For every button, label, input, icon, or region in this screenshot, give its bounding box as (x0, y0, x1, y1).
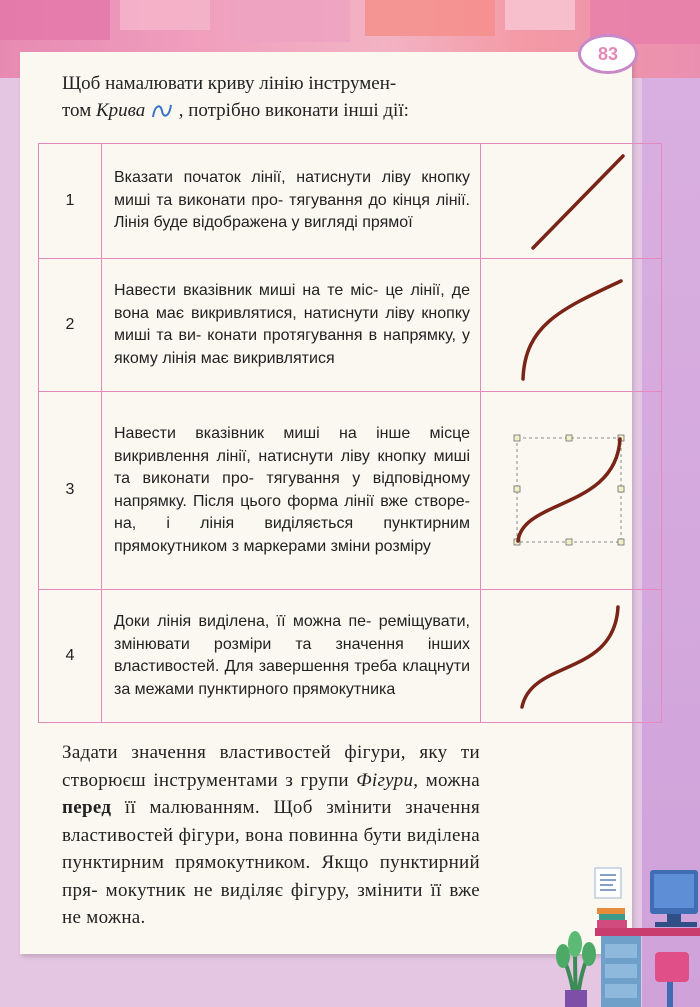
outro-text-2: , можна (413, 769, 480, 791)
step-illustration (481, 392, 662, 590)
step-description: Доки лінія виділена, її можна пе- реміщувати, змінювати розміри та значення інших властивостей. Для завершення треба клацнути за межами пунктирного прямокутника (102, 590, 481, 723)
resize-markers (514, 435, 624, 545)
bent-line-drawing (501, 265, 641, 385)
outro-text-1: Задати значення властивостей фігури, яку ти створюєш інструментами з групи (62, 742, 480, 791)
tool-name: Крива (95, 100, 146, 121)
steps-table (38, 143, 662, 723)
outro-paragraph (62, 739, 480, 932)
step-description: Навести вказівник миші на інше місце викривлення лінії, натиснути ліву кнопку миші та виконати про- тягування у відповідному напрямку. Після цього форма лінії вже створе- на, і лінія виділяється пунктирним прямокутником з маркерами зміни розміру (102, 392, 481, 590)
straight-line-drawing (501, 148, 641, 254)
page-number-badge (578, 34, 638, 74)
outro-emphasis: перед (62, 797, 112, 818)
final-curve-drawing (506, 597, 636, 715)
step-number: 4 (39, 590, 102, 723)
intro-line-2-end: , потрібно виконати інші дії: (173, 100, 409, 121)
document-icon (595, 868, 621, 898)
step-description: Вказати початок лінії, натиснути ліву кнопку миші та виконати про- тягування до кінця лінії. Лінія буде відображена у вигляді прямої (102, 144, 481, 259)
step-illustration (481, 259, 662, 392)
outro-text-3: її малюванням. Щоб змінити значення властивостей фігури, вона повинна бути виділена пунктирним прямокутником. Якщо пунктирний пря- мокутник не виділяє фігуру, змінити її вже не можна. (62, 797, 480, 928)
curve-tool-icon (150, 100, 174, 122)
table-row (39, 259, 662, 392)
outro-group-name: Фігури (356, 769, 414, 791)
step-number: 1 (39, 144, 102, 259)
selected-curve-drawing (511, 429, 631, 553)
books (597, 908, 625, 914)
step-description: Навести вказівник миші на те міс- це лінії, де вона має викривлятися, натиснути ліву кнопку миші та ви- конати протягування в напрямку, у якому лінія має викривлятися (102, 259, 481, 392)
step-number: 3 (39, 392, 102, 590)
table-row (39, 144, 662, 259)
intro-line-2-start: том (62, 100, 96, 121)
table-row (39, 590, 662, 723)
desk-illustration (555, 860, 700, 1007)
intro-line-1: Щоб намалювати криву лінію інструмен- (62, 73, 397, 94)
intro-paragraph (62, 70, 502, 124)
chair (655, 952, 689, 982)
table-row (39, 392, 662, 590)
step-illustration (481, 144, 662, 259)
page-number: 83 (597, 43, 619, 64)
step-illustration (481, 590, 662, 723)
step-number: 2 (39, 259, 102, 392)
desk-top (595, 928, 700, 936)
